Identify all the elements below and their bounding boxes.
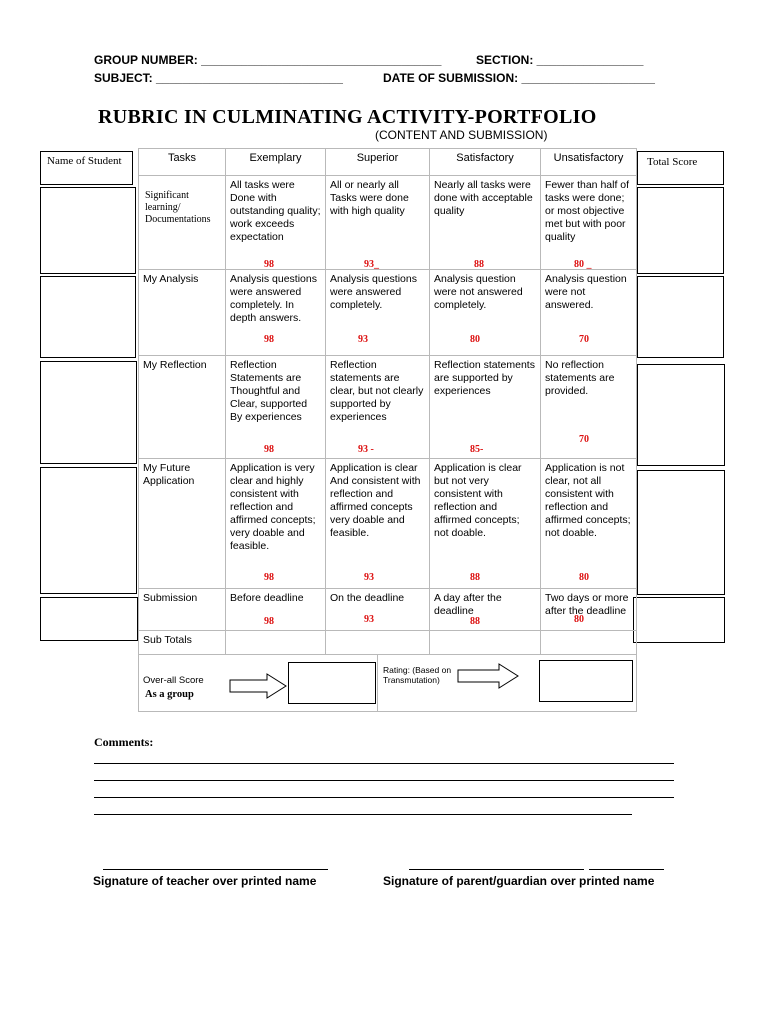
student-name-box[interactable] [40,597,138,641]
page-title: RUBRIC IN CULMINATING ACTIVITY-PORTFOLIO [98,106,597,128]
score-value: 80 [574,614,584,625]
total-score-box[interactable] [637,187,724,274]
score-value: 80 _ [574,259,592,270]
score-value: 93 [364,614,374,625]
score-value: 93 - [358,444,374,455]
as-group-label: As a group [145,689,194,700]
student-name-box[interactable] [40,467,137,594]
group-number-field[interactable]: GROUP NUMBER: ____________________________________ [94,53,442,67]
exemplary-criteria: All tasks were Done with outstanding quality; work exceeds expectation [230,179,321,243]
overall-score-label: Over-all Score [143,675,204,686]
satisfactory-criteria: Application is clear but not very consistent with reflection and affirmed concepts; not doable. [434,462,522,539]
unsatisfactory-criteria: Two days or more after the deadline [545,592,629,617]
table-row [139,270,637,356]
satisfactory-criteria: Analysis question were not answered completely. [434,273,523,311]
total-score-box[interactable] [633,597,725,643]
task-label: My Analysis [143,273,199,285]
exemplary-criteria: Analysis questions were answered completely. In depth answers. [230,273,317,324]
task-label: My Reflection [143,359,207,371]
total-score-box[interactable] [637,470,725,595]
table-row [139,356,637,459]
rubric-table [138,148,637,712]
subtotal-cell[interactable] [430,631,541,655]
comments-label: Comments: [94,735,154,749]
subtotals-label: Sub Totals [143,634,192,646]
divider [377,655,378,711]
score-value: 80 [470,334,480,345]
parent-signature-caption: Signature of parent/guardian over printed name [383,874,655,888]
subtotals-row [139,631,637,655]
student-name-box[interactable] [40,361,137,464]
arrow-right-icon [457,663,519,689]
score-value: 85- [470,444,484,455]
score-value: 93 [358,334,368,345]
score-value: 70 [579,434,589,445]
subject-field[interactable]: SUBJECT: ____________________________ [94,71,343,85]
table-row [139,589,637,631]
superior-criteria: Analysis questions were answered completely. [330,273,417,311]
total-score-box[interactable] [637,364,725,466]
score-value: 98 [264,444,274,455]
page-subtitle: (CONTENT AND SUBMISSION) [375,128,548,142]
rating-box[interactable] [539,660,633,702]
table-row [139,459,637,589]
column-header-unsatisfactory: Unsatisfactory [541,149,637,176]
comment-line[interactable] [94,814,632,815]
comment-line[interactable] [94,763,674,764]
satisfactory-criteria: A day after the deadline [434,592,502,617]
superior-criteria: Application is clear And consistent with reflection and affirmed concepts very doable and feasible. [330,462,421,539]
teacher-signature-caption: Signature of teacher over printed name [93,874,317,888]
unsatisfactory-criteria: Fewer than half of tasks were done; or most objective met but with poor quality [545,179,630,243]
student-name-box[interactable] [40,276,136,358]
column-header-satisfactory: Satisfactory [430,149,541,176]
teacher-signature-line[interactable] [103,869,328,870]
satisfactory-criteria: Nearly all tasks were done with acceptable quality [434,179,533,217]
rubric-header-row [139,149,637,176]
score-value: 88 [470,572,480,583]
subtotal-cell[interactable] [226,631,326,655]
superior-criteria: All or nearly all Tasks were done with high quality [330,179,409,217]
exemplary-criteria: Reflection Statements are Thoughtful and Clear, supported By experiences [230,359,308,423]
section-field[interactable]: SECTION: ________________ [476,53,644,67]
superior-criteria: On the deadline [330,592,405,604]
subtotal-cell[interactable] [541,631,637,655]
exemplary-criteria: Before deadline [230,592,304,604]
satisfactory-criteria: Reflection statements are supported by experiences [434,359,535,397]
score-value: 98 [264,259,274,270]
date-signature-line[interactable] [589,869,664,870]
score-value: 88 [474,259,484,270]
exemplary-criteria: Application is very clear and highly consistent with reflection and affirmed concepts; very doable and feasible. [230,462,316,552]
score-value: 93 [364,572,374,583]
task-label: Significant learning/ Documentations [145,190,211,225]
column-header-tasks: Tasks [139,149,226,176]
total-score-header: Total Score [637,151,724,185]
parent-signature-line[interactable] [409,869,584,870]
score-value: 88 [470,616,480,627]
comment-line[interactable] [94,797,674,798]
rating-label: Rating: (Based on Transmutation) [383,665,452,685]
unsatisfactory-criteria: Analysis question were not answered. [545,273,627,311]
name-of-student-header: Name of Student [40,151,133,185]
task-label: Submission [143,592,198,604]
score-value: 93_ [364,259,379,270]
overall-score-box[interactable] [288,662,376,704]
date-of-submission-field[interactable]: DATE OF SUBMISSION: ____________________ [383,71,655,85]
total-score-box[interactable] [637,276,724,358]
superior-criteria: Reflection statements are clear, but not clearly supported by experiences [330,359,424,423]
score-value: 98 [264,616,274,627]
score-value: 98 [264,572,274,583]
task-label: My Future Application [143,462,195,487]
column-header-superior: Superior [326,149,430,176]
comment-line[interactable] [94,780,674,781]
unsatisfactory-criteria: Application is not clear, not all consistent with reflection and affirmed concepts; not doable. [545,462,631,539]
column-header-exemplary: Exemplary [226,149,326,176]
score-value: 98 [264,334,274,345]
arrow-right-icon [229,673,287,699]
unsatisfactory-criteria: No reflection statements are provided. [545,359,615,397]
overall-row [139,655,637,712]
student-name-box[interactable] [40,187,136,274]
score-value: 70 [579,334,589,345]
score-value: 80 [579,572,589,583]
table-row [139,176,637,270]
subtotal-cell[interactable] [326,631,430,655]
